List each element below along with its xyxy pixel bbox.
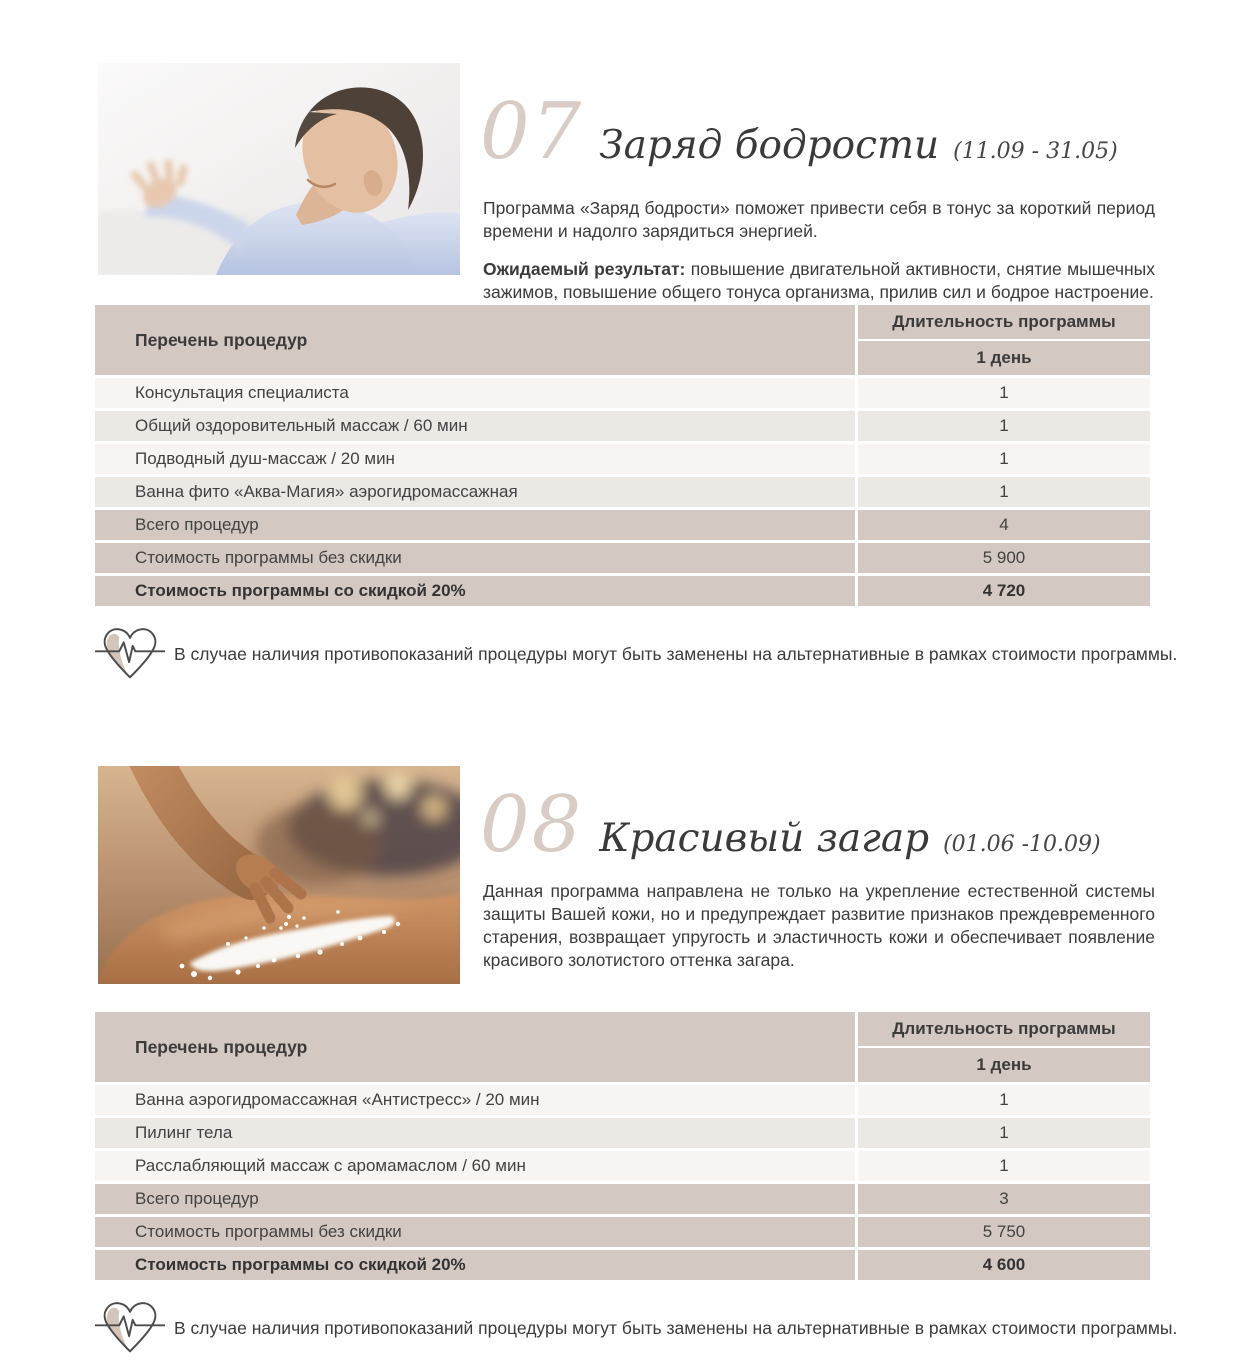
section-07-header (480, 87, 1118, 177)
procedure-label: Ванна аэрогидромассажная «Антистресс» / 20 мин (95, 1085, 855, 1115)
man-joy-image (98, 63, 460, 275)
description-text: Программа «Заряд бодрости» поможет привести себя в тонус за короткий период времени и надолго зарядиться энергией. (483, 197, 1155, 241)
procedure-value: 1 (858, 1118, 1150, 1148)
section-08-header (480, 780, 1101, 870)
table-row-total (95, 510, 1150, 540)
price-label: Стоимость программы без скидки (95, 1217, 855, 1247)
section-title: Красивый загар (599, 816, 930, 861)
procedure-label: Общий оздоровительный массаж / 60 мин (95, 411, 855, 441)
table-row-price (95, 543, 1150, 573)
total-value: 3 (858, 1184, 1150, 1214)
procedure-value: 1 (858, 1085, 1150, 1115)
procedure-value: 1 (858, 378, 1150, 408)
table-row (95, 1085, 1150, 1115)
discount-price-value: 4 600 (858, 1250, 1150, 1280)
section-number: 07 (480, 87, 584, 177)
price-label: Стоимость программы без скидки (95, 543, 855, 573)
note-text: В случае наличия противопоказаний процедуры могут быть заменены на альтернативные в рамках стоимости программы. (174, 1317, 1178, 1338)
col-header-procedures: Перечень процедур (95, 1012, 855, 1082)
discount-price-value: 4 720 (858, 576, 1150, 606)
procedure-value: 1 (858, 411, 1150, 441)
col-header-day: 1 день (858, 1048, 1150, 1082)
procedures-table-07 (95, 305, 1150, 606)
heart-pulse-icon (95, 1296, 165, 1360)
table-row (95, 1118, 1150, 1148)
section-number: 08 (480, 780, 584, 870)
procedures-table-08 (95, 1012, 1150, 1280)
col-header-duration-group (858, 305, 1150, 375)
col-header-duration-group (858, 1012, 1150, 1082)
expected-result-text: повышение двигательной активности, снятие мышечных зажимов, повышение общего тонуса организма, прилив сил и бодрое настроение. (483, 258, 1156, 302)
total-label: Всего процедур (95, 510, 855, 540)
description-text: Данная программа направлена не только на укрепление естественной системы защиты Вашей кожи, но и предупреждает развитие признаков преждевременного старения, возвращает упругость и эластичность кожи и обеспечивает появление красивого золотистого оттенка загара. (483, 880, 1155, 970)
table-row (95, 411, 1150, 441)
note-text: В случае наличия противопоказаний процедуры могут быть заменены на альтернативные в рамках стоимости программы. (174, 643, 1178, 664)
procedure-value: 1 (858, 1151, 1150, 1181)
table-row (95, 444, 1150, 474)
table-row-discount-price (95, 1250, 1150, 1280)
table-row (95, 1151, 1150, 1181)
table-row-price (95, 1217, 1150, 1247)
expected-result (483, 258, 1155, 304)
total-label: Всего процедур (95, 1184, 855, 1214)
col-header-day: 1 день (858, 341, 1150, 375)
discount-price-label: Стоимость программы со скидкой 20% (95, 1250, 855, 1280)
program-description (483, 197, 1155, 243)
salt-scrub-photo (98, 766, 460, 984)
section-dates: (01.06 -10.09) (943, 832, 1101, 857)
col-header-procedures: Перечень процедур (95, 305, 855, 375)
total-value: 4 (858, 510, 1150, 540)
procedure-label: Расслабляющий массаж с аромамаслом / 60 мин (95, 1151, 855, 1181)
contraindication-note (95, 1296, 1215, 1360)
procedure-label: Консультация специалиста (95, 378, 855, 408)
discount-price-label: Стоимость программы со скидкой 20% (95, 576, 855, 606)
procedure-label: Ванна фито «Аква-Магия» аэрогидромассажная (95, 477, 855, 507)
heart-pulse-icon (95, 622, 165, 686)
table-row-discount-price (95, 576, 1150, 606)
table-header (95, 305, 1150, 375)
table-row (95, 477, 1150, 507)
table-header (95, 1012, 1150, 1082)
table-row (95, 378, 1150, 408)
section-dates: (11.09 - 31.05) (953, 139, 1118, 164)
col-header-duration: Длительность программы (858, 1012, 1150, 1048)
procedure-value: 1 (858, 477, 1150, 507)
contraindication-note (95, 622, 1215, 686)
salt-scrub-image (98, 766, 460, 984)
col-header-duration: Длительность программы (858, 305, 1150, 341)
program-description (483, 880, 1155, 972)
man-joy-photo (98, 63, 460, 275)
section-title: Заряд бодрости (599, 123, 940, 168)
expected-result-label: Ожидаемый результат: (483, 258, 686, 279)
procedure-label: Пилинг тела (95, 1118, 855, 1148)
price-value: 5 900 (858, 543, 1150, 573)
price-value: 5 750 (858, 1217, 1150, 1247)
table-row-total (95, 1184, 1150, 1214)
procedure-value: 1 (858, 444, 1150, 474)
procedure-label: Подводный душ-массаж / 20 мин (95, 444, 855, 474)
